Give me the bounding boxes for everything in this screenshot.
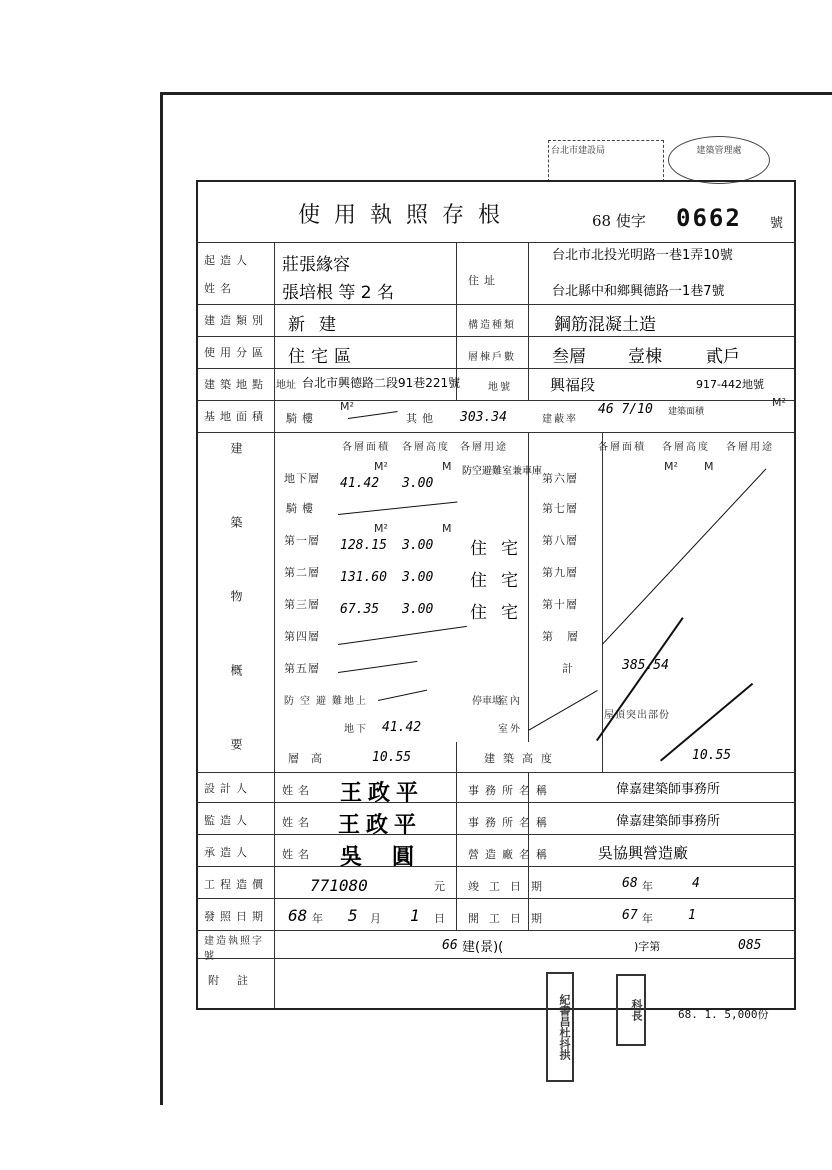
- label-parking: 停車場: [472, 696, 502, 707]
- row-f1: 第一層: [284, 534, 320, 547]
- permit-prefix: 66: [442, 938, 458, 953]
- permit-number-prefix: 68 使字: [592, 212, 646, 230]
- issue-month: 5: [348, 906, 358, 925]
- f1-use: 住宅: [470, 539, 532, 559]
- floor-height-value: 10.55: [372, 750, 412, 765]
- row-f10: 第十層: [542, 598, 578, 611]
- label-build-type: 建造類別: [204, 314, 268, 327]
- col-use-header: 各層用途: [460, 442, 508, 453]
- strike-right-floors: [602, 468, 766, 644]
- designer-name: 王政平: [340, 780, 425, 806]
- label-coverage: 建蔽率: [542, 414, 578, 425]
- label-building-site-area: 建築面積: [668, 407, 705, 417]
- site-address-value: 台北市興德路二段91巷221號: [302, 376, 461, 390]
- row-f-other: 第層: [542, 630, 592, 643]
- strike-above: [378, 690, 427, 701]
- label-name: 姓名: [204, 282, 236, 295]
- f1-height: 3.00: [402, 538, 434, 553]
- label-permit-no: 建造執照字號: [204, 936, 264, 962]
- label-floors-units: 層棟戶數: [468, 352, 516, 363]
- label-outdoor: 室外: [498, 724, 522, 735]
- permit-char: 建(景)(: [462, 940, 504, 955]
- label-site-location: 建築地點: [204, 378, 268, 391]
- label-supervisor-office: 事務所名稱: [468, 816, 553, 829]
- row-f7: 第七層: [542, 502, 578, 515]
- issue-year: 68: [288, 906, 308, 925]
- seal-1: [616, 974, 646, 1046]
- designer-office: 偉嘉建築師事務所: [616, 782, 721, 797]
- strike-f5: [338, 661, 417, 673]
- f3-height: 3.00: [402, 602, 434, 617]
- seal-1-text: 科長: [630, 999, 643, 1021]
- completion-year: 68: [622, 876, 638, 891]
- unit-m-f6: M: [704, 460, 714, 473]
- start-month: 1: [688, 908, 696, 923]
- strike-arcade-row: [338, 501, 457, 515]
- label-supervisor-name: 姓名: [282, 816, 314, 829]
- permit-number: 0662: [676, 204, 742, 232]
- label-structure: 構造種類: [468, 320, 516, 331]
- col-area-header: 各層面積: [342, 442, 390, 453]
- basement-use: 防空避難室兼車庫: [462, 466, 542, 477]
- coverage-value: 46 7/10: [598, 402, 653, 417]
- unit-m2-basement: M²: [374, 460, 388, 473]
- permit-number-suffix: 號: [770, 216, 784, 231]
- f2-height: 3.00: [402, 570, 434, 585]
- print-note: 68. 1. 5,000份: [678, 1008, 769, 1021]
- seal-3-text: 紀書昌杜抖拱: [558, 994, 571, 1060]
- label-cost: 工程造價: [204, 878, 268, 891]
- seal-3: [546, 972, 574, 1082]
- label-start: 開工日期: [468, 912, 552, 925]
- unit-m2-arcade: M²: [340, 400, 354, 413]
- basement-height: 3.00: [402, 476, 434, 491]
- owner-name-1: 莊張緣容: [282, 255, 350, 275]
- label-site-area: 基地面積: [204, 410, 268, 423]
- label-cost-unit: 元: [434, 880, 450, 893]
- label-supervisor: 監造人: [204, 814, 252, 827]
- f3-use: 住宅: [470, 603, 532, 623]
- units-value: 貳戶: [706, 347, 740, 367]
- basement-area: 41.42: [340, 476, 380, 491]
- building-height-value: 10.55: [692, 748, 732, 763]
- label-contractor: 承造人: [204, 846, 252, 859]
- f2-area: 131.60: [340, 570, 387, 585]
- strike-parking: [528, 690, 598, 731]
- supervisor-office: 偉嘉建築師事務所: [616, 814, 721, 829]
- permit-form: [196, 180, 796, 1010]
- issue-day: 1: [410, 906, 420, 925]
- label-designer-name: 姓名: [282, 784, 314, 797]
- label-completion: 竣工日期: [468, 880, 552, 893]
- top-stamp-text-1: 台北市建設局: [551, 146, 606, 156]
- issue-day-unit: 日: [434, 912, 450, 925]
- unit-m-f1: M: [442, 522, 452, 535]
- label-contractor-firm: 營造廠名稱: [468, 848, 553, 861]
- owner-address-1: 台北市北投光明路一巷1弄10號: [552, 248, 733, 263]
- site-lot-value: 917-442地號: [696, 378, 764, 391]
- label-indoor: 室內: [498, 696, 522, 707]
- buildings-value: 壹棟: [628, 347, 662, 367]
- f1-area: 128.15: [340, 538, 387, 553]
- row-f4: 第四層: [284, 630, 320, 643]
- top-stamp-right: [668, 136, 770, 184]
- owner-name-2: 張培根 等 2 名: [282, 283, 395, 303]
- structure-value: 鋼筋混凝土造: [554, 315, 656, 335]
- site-other-area: 303.34: [460, 410, 507, 425]
- label-lot: 地號: [488, 382, 512, 393]
- issue-month-unit: 月: [370, 912, 386, 925]
- issue-year-unit: 年: [312, 912, 328, 925]
- label-floor-height: 層高: [288, 752, 334, 765]
- top-stamp-text-2: 建築管理處: [696, 146, 742, 156]
- label-below: 地下: [344, 724, 368, 735]
- label-above: 地上: [344, 696, 368, 707]
- strike-arcade: [348, 411, 398, 419]
- label-arcade: 騎樓: [286, 412, 318, 425]
- f3-area: 67.35: [340, 602, 380, 617]
- label-building-height: 建築高度: [484, 752, 560, 765]
- start-year: 67: [622, 908, 638, 923]
- col-area-header-2: 各層面積: [598, 442, 646, 453]
- unit-m2-f6: M²: [664, 460, 678, 473]
- unit-m2-site: M²: [772, 396, 786, 409]
- label-address: 住址: [468, 274, 500, 287]
- label-roof: 屋頂突出部份: [604, 710, 670, 721]
- row-arcade: 騎樓: [286, 502, 318, 515]
- contractor-firm: 吳協興營造廠: [598, 844, 689, 862]
- use-zone-value: 住宅區: [288, 347, 357, 367]
- unit-m2-f1: M²: [374, 522, 388, 535]
- build-type-value: 新建: [288, 315, 350, 335]
- label-owner: 起造人: [204, 254, 252, 267]
- label-site-address: 地址: [276, 380, 296, 391]
- supervisor-name: 王政平: [338, 812, 423, 838]
- row-f2: 第二層: [284, 566, 320, 579]
- label-use-zone: 使用分區: [204, 346, 268, 359]
- unit-m-basement: M: [442, 460, 452, 473]
- permit-number-value: 085: [738, 938, 762, 953]
- col-height-header-2: 各層高度: [662, 442, 710, 453]
- row-f9: 第九層: [542, 566, 578, 579]
- cost-value: 771080: [310, 876, 368, 895]
- row-basement: 地下層: [284, 472, 320, 485]
- row-f8: 第八層: [542, 534, 578, 547]
- completion-month: 4: [692, 876, 700, 891]
- top-stamp-left: [548, 140, 664, 182]
- label-designer: 設計人: [204, 782, 252, 795]
- col-height-header: 各層高度: [402, 442, 450, 453]
- floors-value: 叁層: [552, 347, 586, 367]
- total-area: 385.54: [622, 658, 669, 673]
- row-f5: 第五層: [284, 662, 320, 675]
- label-building-overview: 建築物概要: [229, 442, 243, 812]
- label-air-raid: 防空避難: [284, 696, 348, 707]
- label-other: 其他: [406, 412, 438, 425]
- row-f3: 第三層: [284, 598, 320, 611]
- permit-suffix: )字第: [634, 940, 661, 953]
- air-raid-below: 41.42: [382, 720, 422, 735]
- row-total: 計: [562, 662, 578, 675]
- owner-address-2: 台北縣中和鄉興德路一1巷7號: [552, 284, 725, 299]
- completion-year-unit: 年: [642, 880, 658, 893]
- label-contractor-name: 姓名: [282, 848, 314, 861]
- label-issue-date: 發照日期: [204, 910, 268, 923]
- f2-use: 住宅: [470, 571, 532, 591]
- site-district-value: 興福段: [550, 376, 596, 394]
- col-use-header-2: 各層用途: [726, 442, 774, 453]
- contractor-name: 吳圓: [340, 844, 445, 870]
- label-remarks: 附註: [208, 974, 266, 987]
- strike-f4: [338, 626, 467, 645]
- row-f6: 第六層: [542, 472, 578, 485]
- label-designer-office: 事務所名稱: [468, 784, 553, 797]
- start-year-unit: 年: [642, 912, 658, 925]
- page-title: 使用執照存根: [298, 203, 515, 228]
